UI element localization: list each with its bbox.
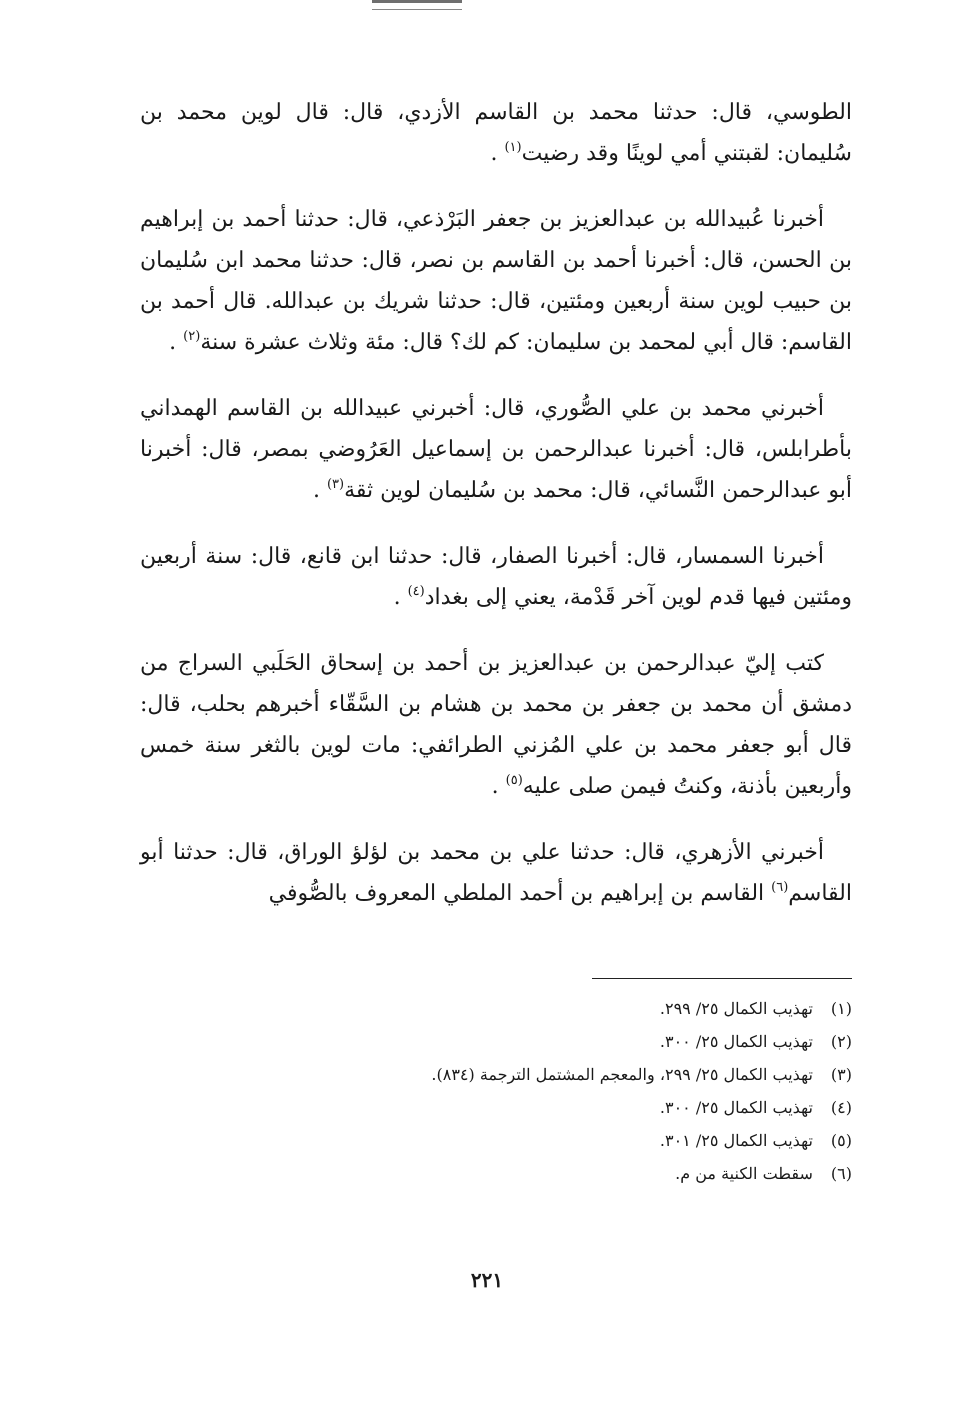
footnote-number: (٣)	[830, 1065, 852, 1084]
footnote	[200, 1157, 852, 1190]
footnote-number: (٥)	[830, 1131, 852, 1150]
footnote-marker: (٥)	[505, 773, 523, 788]
footnote-text: تهذيب الكمال ٢٥/ ٣٠٠.	[659, 1032, 813, 1051]
footnote-divider	[592, 978, 852, 979]
footnote-marker: (١)	[504, 140, 522, 155]
page-number: ٢٢١	[470, 1268, 504, 1292]
header-ornament	[372, 0, 462, 10]
paragraph: الطوسي، قال: حدثنا محمد بن القاسم الأزدي، قال: قال لوين محمد بن سُليمان: لقبتني أمي لوينًا وقد رضيت$^{(١)}$ .	[140, 100, 852, 166]
footnote-number: (٤)	[830, 1098, 852, 1117]
footnote-marker: (٣)	[326, 477, 345, 492]
footnote-text: تهذيب الكمال ٢٥/ ٢٩٩.	[659, 999, 813, 1018]
footnote-text: تهذيب الكمال ٢٥/ ٣٠١.	[659, 1131, 813, 1150]
paragraph: أخبرني الأزهري، قال: حدثنا علي بن محمد بن لؤلؤ الوراق، قال: حدثنا أبو القاسم$^{(٦)}$ القاسم بن إبراهيم بن أحمد الملطي المعروف بالصُّوفي	[140, 840, 852, 906]
footnote	[200, 992, 852, 1025]
paragraph: أخبرنا عُبيدالله بن عبدالعزيز بن جعفر البَرْذعي، قال: حدثنا أحمد بن إبراهيم بن الحسن، قال: أخبرنا أحمد بن القاسم بن نصر، قال: حدثنا محمد ابن سُليمان بن حبيب لوين سنة أربعين ومئتين، قال: حدثنا شريك بن عبدالله. قال أحمد بن القاسم: قال أبي لمحمد بن سليمان: كم لك؟ قال: مئة وثلاث عشرة سنة$^{(٢)}$ .	[140, 207, 852, 355]
footnote-number: (٢)	[830, 1032, 852, 1051]
footnote-text: تهذيب الكمال ٢٥/ ٢٩٩، والمعجم المشتمل الترجمة (٨٣٤).	[431, 1065, 813, 1084]
footnote	[200, 1091, 852, 1124]
paragraph: أخبرنا السمسار، قال: أخبرنا الصفار، قال: حدثنا ابن قانع، قال: سنة أربعين ومئتين فيها قدم لوين آخر قَدْمة، يعني إلى بغداد$^{(٤)}$ .	[140, 544, 852, 610]
footnote	[200, 1025, 852, 1058]
main-text	[140, 92, 852, 939]
paragraph: أخبرني محمد بن علي الصُّوري، قال: أخبرني عبيدالله بن القاسم الهمداني بأطرابلس، قال: أخبرنا عبدالرحمن بن إسماعيل العَرُوضي بمصر، قال: أخبرنا أبو عبدالرحمن النَّسائي، قال: محمد بن سُليمان لوين ثقة$^{(٣)}$ .	[140, 396, 852, 503]
footnotes	[200, 992, 852, 1190]
footnote-text: تهذيب الكمال ٢٥/ ٣٠٠.	[659, 1098, 813, 1117]
footnote	[200, 1058, 852, 1091]
footnote	[200, 1124, 852, 1157]
footnote-text: سقطت الكنية من م.	[675, 1164, 813, 1183]
footnote-marker: (٤)	[407, 584, 425, 599]
footnote-marker: (٢)	[183, 329, 201, 344]
footnote-number: (١)	[830, 999, 852, 1018]
paragraph: كتب إليّ عبدالرحمن بن عبدالعزيز بن أحمد بن إسحاق الحَلَبي السراج من دمشق أن محمد بن جعفر بن محمد بن هشام بن السَّقّاء أخبرهم بحلب، قال: قال أبو جعفر محمد بن علي المُزني الطرائفي: مات لوين بالثغر سنة خمس وأربعين بأذنة، وكنتُ فيمن صلى عليه$^{(٥)}$ .	[140, 651, 852, 799]
footnote-marker: (٦)	[771, 880, 789, 895]
footnote-number: (٦)	[830, 1164, 852, 1183]
